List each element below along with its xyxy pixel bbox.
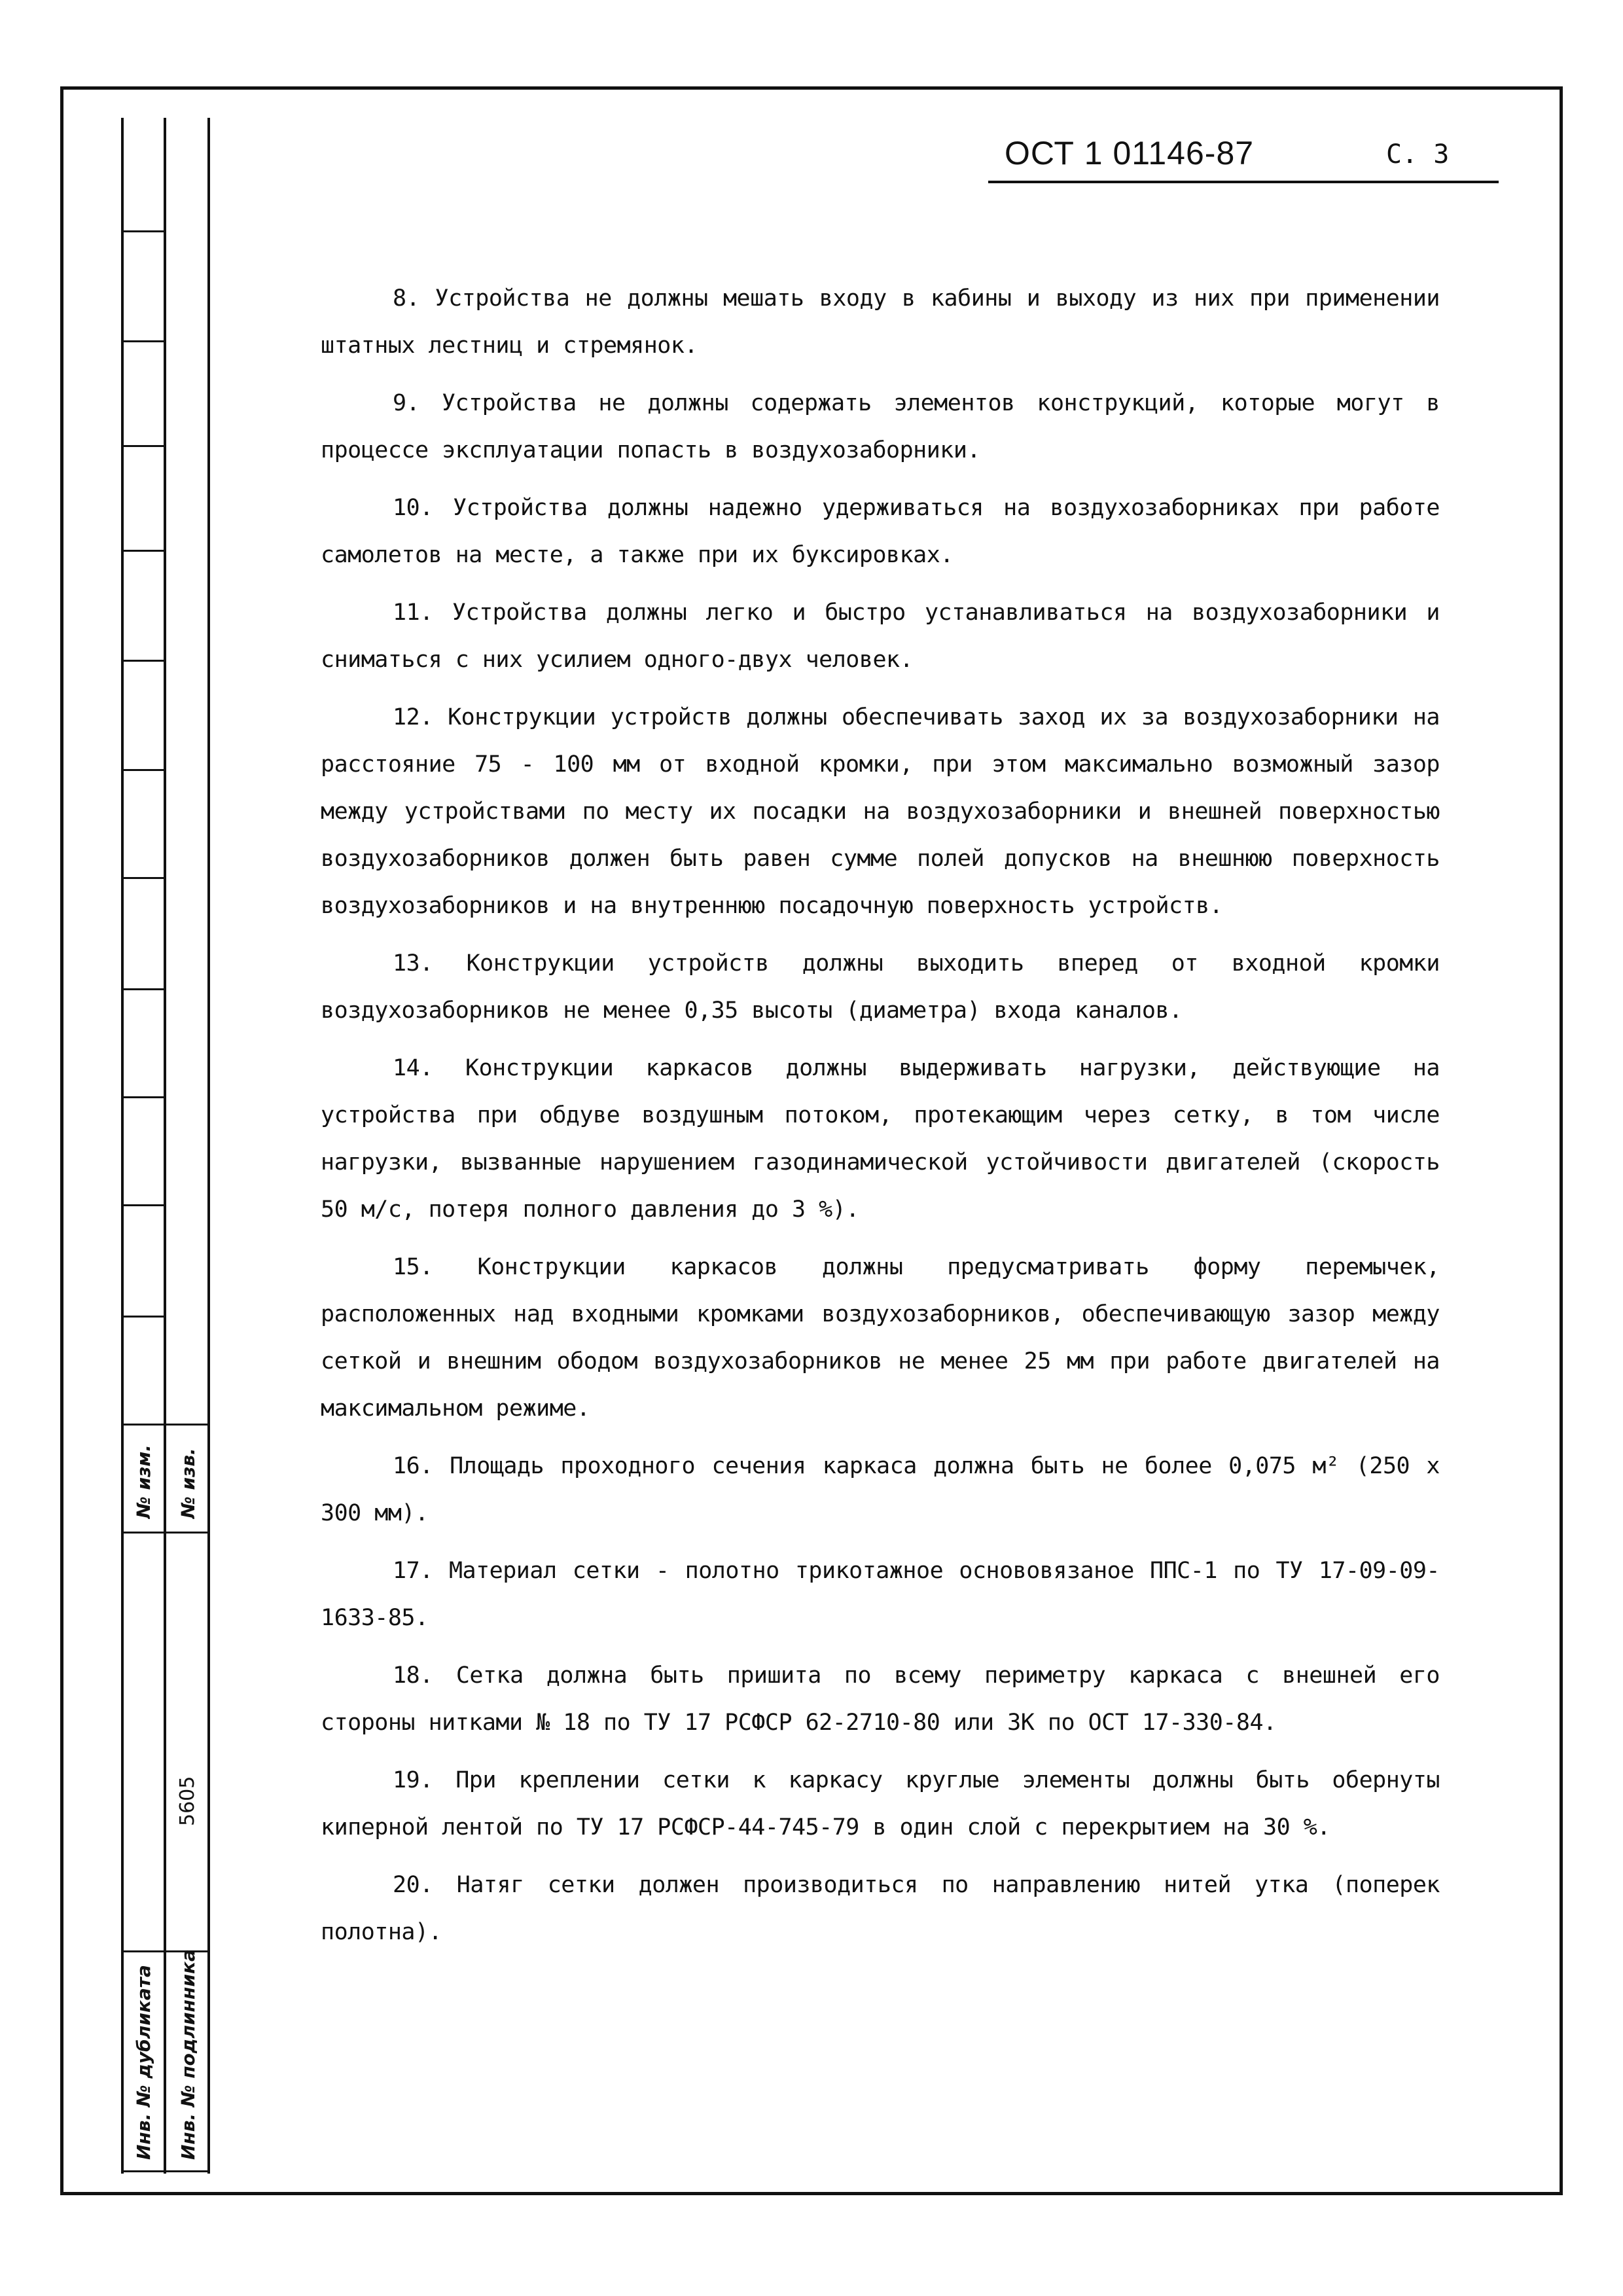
stamp-izm-label: № изм. bbox=[133, 1444, 154, 1518]
paragraph-20: 20. Натяг сетки должен производиться по направлению нитей утка (поперек полотна). bbox=[321, 1872, 1440, 1945]
paragraph-17: 17. Материал сетки - полотно трикотажное основовязаное ППС-1 по ТУ 17-09-09-1633-85. bbox=[321, 1558, 1440, 1631]
paragraph-19: 19. При креплении сетки к каркасу круглые элементы должны быть обернуты киперной лентой по ТУ 17 РСФСР-44-745-79 в один слой с перекрытием на 30 %. bbox=[321, 1767, 1440, 1840]
stamp-izv-label: № изв. bbox=[177, 1448, 199, 1518]
paragraph-13: 13. Конструкции устройств должны выходить вперед от входной кромки воздухозаборников не менее 0,35 высоты (диаметра) входа каналов. bbox=[321, 950, 1440, 1024]
paragraph-14: 14. Конструкции каркасов должны выдерживать нагрузки, действующие на устройства при обдуве воздушным потоком, протекающим через сетку, в том числе нагрузки, вызванные нарушением газодинамической устойчивости двигателей (скорость 50 м/с, потеря полного давления до 3 %). bbox=[321, 1055, 1440, 1223]
stamp-inv-value: 5605 bbox=[176, 1776, 199, 1826]
paragraph-9: 9. Устройства не должны содержать элементов конструкций, которые могут в процессе эксплуатации попасть в воздухозаборники. bbox=[321, 390, 1440, 463]
paragraph-18: 18. Сетка должна быть пришита по всему периметру каркаса с внешней его стороны нитками № 18 по ТУ 17 РСФСР 62-2710-80 или 3К по ОСТ 17-330-84. bbox=[321, 1662, 1440, 1736]
page-number: С. 3 bbox=[1386, 139, 1450, 170]
paragraph-8: 8. Устройства не должны мешать входу в кабины и выходу из них при применении штатных лестниц и стремянок. bbox=[321, 285, 1440, 359]
paragraph-15: 15. Конструкции каркасов должны предусматривать форму перемычек, расположенных над входными кромками воздухозаборников, обеспечивающую зазор между сеткой и внешним ободом воздухозаборников не менее 25 мм при работе двигателей на максимальном режиме. bbox=[321, 1254, 1440, 1422]
stamp-podlinnik-label: Инв. № подлинника bbox=[177, 1949, 199, 2160]
document-body bbox=[321, 275, 1440, 1966]
stamp-dublikat-label: Инв. № дубликата bbox=[133, 1965, 154, 2160]
paragraph-12: 12. Конструкции устройств должны обеспечивать заход их за воздухозаборники на расстояние 75 - 100 мм от входной кромки, при этом максимально возможный зазор между устройствами по месту их посадки на воздухозаборники и внешней поверхностью воздухозаборников должен быть равен сумме полей допусков на внешнюю поверхность воздухозаборников и на внутреннюю посадочную поверхность устройств. bbox=[321, 704, 1440, 919]
header-rule bbox=[988, 181, 1499, 183]
binding-strip bbox=[121, 118, 210, 2174]
document-number: ОСТ 1 01146-87 bbox=[1005, 135, 1255, 171]
paragraph-16: 16. Площадь проходного сечения каркаса должна быть не более 0,075 м² (250 x 300 мм). bbox=[321, 1453, 1440, 1526]
paragraph-11: 11. Устройства должны легко и быстро устанавливаться на воздухозаборники и сниматься с них усилием одного-двух человек. bbox=[321, 600, 1440, 673]
paragraph-10: 10. Устройства должны надежно удерживаться на воздухозаборниках при работе самолетов на месте, а также при их буксировках. bbox=[321, 495, 1440, 568]
